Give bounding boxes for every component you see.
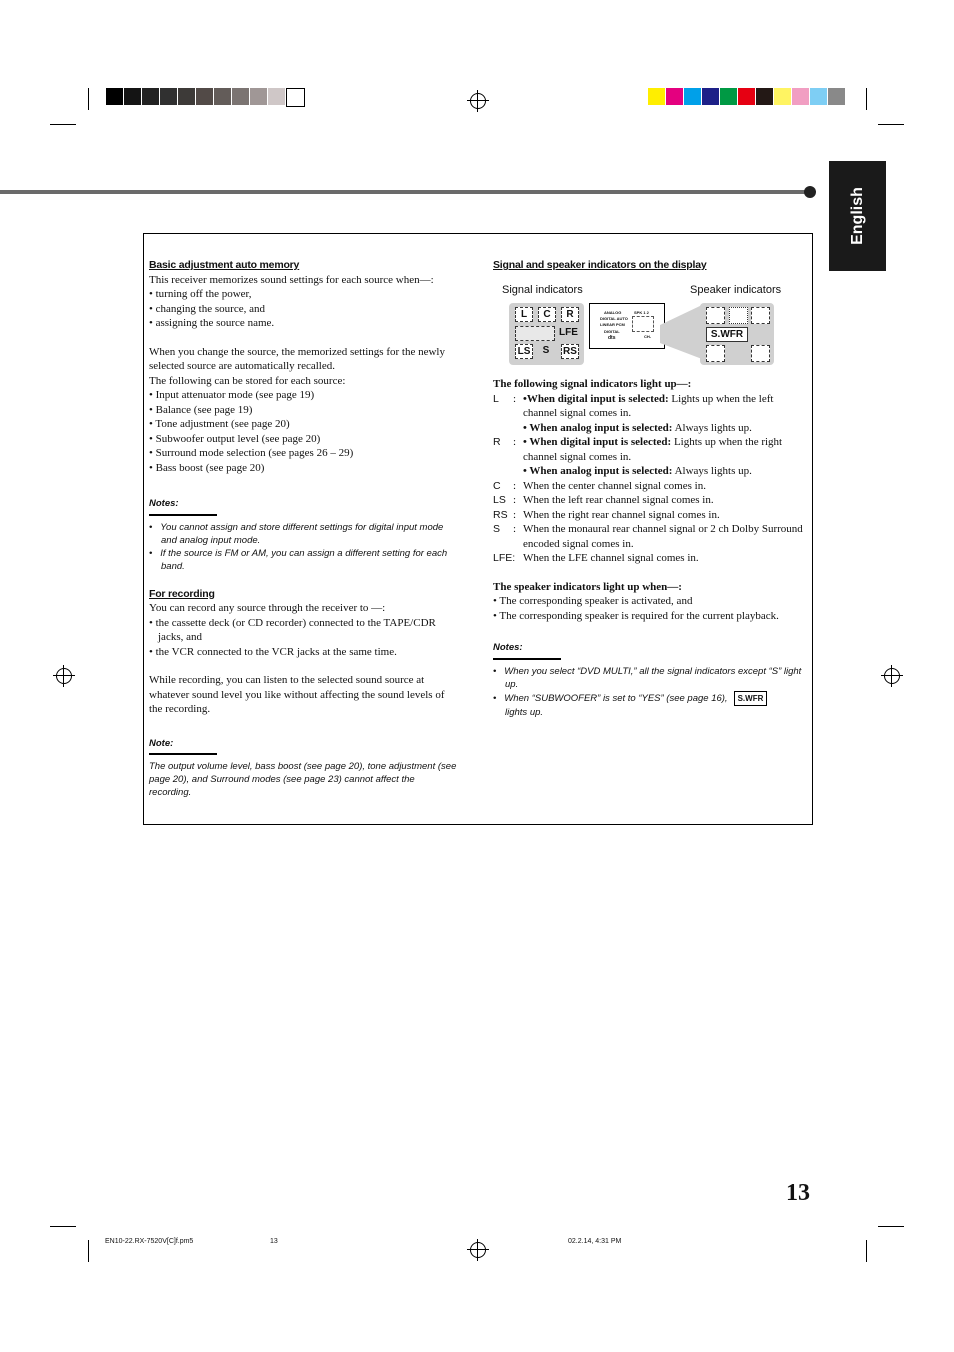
display-linear-pcm-label: LINEAR PCM	[600, 322, 625, 327]
indicator-lfe: LFE	[559, 327, 578, 338]
color-swatch	[160, 88, 177, 105]
indicator-sub-r-analog: • When analog input is selected: Always lights up.	[523, 465, 752, 477]
color-swatch	[702, 88, 719, 105]
indicator-row-ls: LS : When the left rear channel signal comes in.	[493, 494, 714, 506]
crop-mark	[866, 88, 867, 110]
page-number: 13	[786, 1180, 810, 1206]
speaker-icon	[751, 345, 770, 362]
indicator-c: C	[538, 307, 556, 322]
right-column-body	[493, 377, 805, 719]
list-item: • Subwoofer output level (see page 20)	[149, 432, 321, 445]
callout-arrow	[660, 303, 702, 365]
color-swatch	[178, 88, 195, 105]
indicator-l: L	[515, 307, 533, 322]
display-spk-label: SPK 1 2	[634, 310, 649, 315]
right-column	[493, 258, 805, 273]
registration-mark-icon	[56, 668, 72, 684]
color-swatch	[684, 88, 701, 105]
paragraph: The following can be stored for each source:	[149, 374, 346, 387]
paragraph: While recording, you can listen to the selected sound source at whatever sound level you like without affecting the sound levels of the recording.	[149, 674, 445, 715]
indicator-swfr: S.WFR	[706, 327, 748, 342]
list-item: • changing the source, and	[149, 302, 265, 315]
list-item: • Bass boost (see page 20)	[149, 461, 265, 474]
indicator-rs: RS	[561, 344, 579, 359]
note-heading: Note:	[149, 737, 174, 749]
color-swatch	[142, 88, 159, 105]
crop-mark	[50, 1226, 76, 1227]
indicator-row-l: L : •When digital input is selected: Lights up when the left channel signal comes in.	[493, 392, 774, 419]
note-text: The output volume level, bass boost (see page 20), tone adjustment (see page 20), and Surround modes (see page 23) cannot affect the recording.	[149, 761, 457, 798]
signal-indicators-label: Signal indicators	[502, 284, 583, 296]
color-swatch	[774, 88, 791, 105]
display-mini-icons	[632, 316, 654, 332]
color-swatch	[250, 88, 267, 105]
list-item: • The corresponding speaker is required for the current playback.	[493, 609, 779, 622]
section-heading-indicators: Signal and speaker indicators on the display	[493, 259, 707, 271]
language-tab-label: English	[848, 187, 866, 245]
color-swatch	[810, 88, 827, 105]
section-heading-recording: For recording	[149, 587, 215, 600]
color-swatch	[738, 88, 755, 105]
indicator-row-r: R : • When digital input is selected: Lights up when the right channel signal comes in.	[493, 436, 783, 463]
speaker-icon	[751, 327, 768, 340]
left-column	[149, 258, 459, 799]
list-item: • The corresponding speaker is activated, and	[493, 595, 693, 607]
note-item: • When you select “DVD MULTI,” all the signal indicators except “S” light up.	[493, 665, 802, 690]
list-item: • turning off the power,	[149, 288, 252, 300]
color-swatch	[720, 88, 737, 105]
color-swatch	[666, 88, 683, 105]
registration-mark-icon	[470, 1242, 486, 1258]
note-item: • You cannot assign and store different settings for digital input mode and analog input mode.	[149, 521, 444, 546]
note-item: • When “SUBWOOFER” is set to “YES” (see page 16), S.WFR lights up.	[493, 691, 805, 719]
indicator-s: S	[542, 345, 550, 356]
crop-mark	[88, 88, 89, 110]
speaker-icon	[751, 307, 770, 324]
crop-mark	[878, 1226, 904, 1227]
registration-mark-icon	[884, 668, 900, 684]
list-item: • assigning the source name.	[149, 317, 275, 329]
display-digital-auto-label: DIGITAL AUTO	[600, 316, 628, 321]
list-item: • the VCR connected to the VCR jacks at the same time.	[149, 645, 397, 658]
paragraph: When you change the source, the memorized settings for the newly selected source are automatically recalled.	[149, 345, 445, 372]
display-digital-label: DIGITAL	[604, 329, 620, 334]
list-item: • the cassette deck (or CD recorder) connected to the TAPE/CDR jacks, and	[149, 616, 436, 643]
notes-heading: Notes:	[493, 642, 523, 653]
color-swatch	[106, 88, 123, 105]
list-item: • Tone adjustment (see page 20)	[149, 418, 290, 430]
speaker-list-heading: The speaker indicators light up when—:	[493, 580, 682, 593]
notes-rule	[149, 753, 217, 755]
indicator-row-lfe: LFE: When the LFE channel signal comes in.	[493, 552, 699, 564]
display-diagram	[589, 303, 665, 349]
note-item: • If the source is FM or AM, you can assign a different setting for each band.	[149, 547, 448, 572]
color-swatch	[214, 88, 231, 105]
color-swatch	[268, 88, 285, 105]
speaker-icon	[729, 345, 746, 360]
list-item: • Input attenuator mode (see page 19)	[149, 389, 315, 401]
section-heading-auto-memory: Basic adjustment auto memory	[149, 259, 300, 271]
color-swatch	[648, 88, 665, 105]
color-swatch	[232, 88, 249, 105]
signal-list-heading: The following signal indicators light up—:	[493, 378, 692, 390]
indicator-row-s: S : When the monaural rear channel signal or 2 ch Dolby Surround encoded signal comes in.	[493, 523, 803, 550]
registration-mark-icon	[470, 93, 486, 109]
indicator-row-rs: RS : When the right rear channel signal comes in.	[493, 508, 720, 521]
speaker-icon	[729, 307, 748, 324]
paragraph: You can record any source through the receiver to —:	[149, 602, 386, 614]
crop-mark	[50, 124, 76, 125]
crop-mark	[866, 1240, 867, 1262]
dts-logo: dts	[608, 335, 616, 341]
notes-rule	[493, 658, 561, 660]
footer-filename: EN10-22.RX-7520V[C]f.pm5	[105, 1238, 194, 1245]
notes-heading: Notes:	[149, 498, 179, 509]
indicator-ls: LS	[515, 344, 533, 359]
list-item: • Surround mode selection (see pages 26 – 29)	[149, 447, 354, 459]
notes-rule	[149, 514, 217, 516]
header-rule-dot	[804, 186, 816, 198]
crop-mark	[878, 124, 904, 125]
speaker-indicators-label: Speaker indicators	[690, 284, 782, 296]
color-swatch	[124, 88, 141, 105]
paragraph: This receiver memorizes sound settings for each source when—:	[149, 273, 434, 286]
color-swatch	[196, 88, 213, 105]
display-analog-label: ANALOG	[604, 310, 622, 315]
list-item: • Balance (see page 19)	[149, 403, 253, 416]
color-swatch	[792, 88, 809, 105]
swfr-badge: S.WFR	[734, 691, 768, 706]
signal-indicator-panel	[509, 303, 584, 365]
speaker-indicator-panel	[700, 303, 774, 365]
indicator-row-c: C : When the center channel signal comes in.	[493, 479, 706, 492]
color-swatch	[286, 88, 305, 107]
display-ch-label: CH-	[644, 334, 652, 339]
speaker-icon	[706, 307, 725, 324]
header-rule	[0, 190, 808, 194]
crop-mark	[88, 1240, 89, 1262]
language-tab	[829, 161, 886, 271]
speaker-icon	[706, 345, 725, 362]
color-swatch	[756, 88, 773, 105]
indicator-r: R	[561, 307, 579, 322]
footer-date: 02.2.14, 4:31 PM	[568, 1238, 622, 1245]
color-swatch	[828, 88, 845, 105]
footer-page: 13	[270, 1238, 278, 1245]
indicator-pattern	[515, 326, 555, 341]
indicator-sub-l-analog: • When analog input is selected: Always lights up.	[523, 421, 752, 434]
